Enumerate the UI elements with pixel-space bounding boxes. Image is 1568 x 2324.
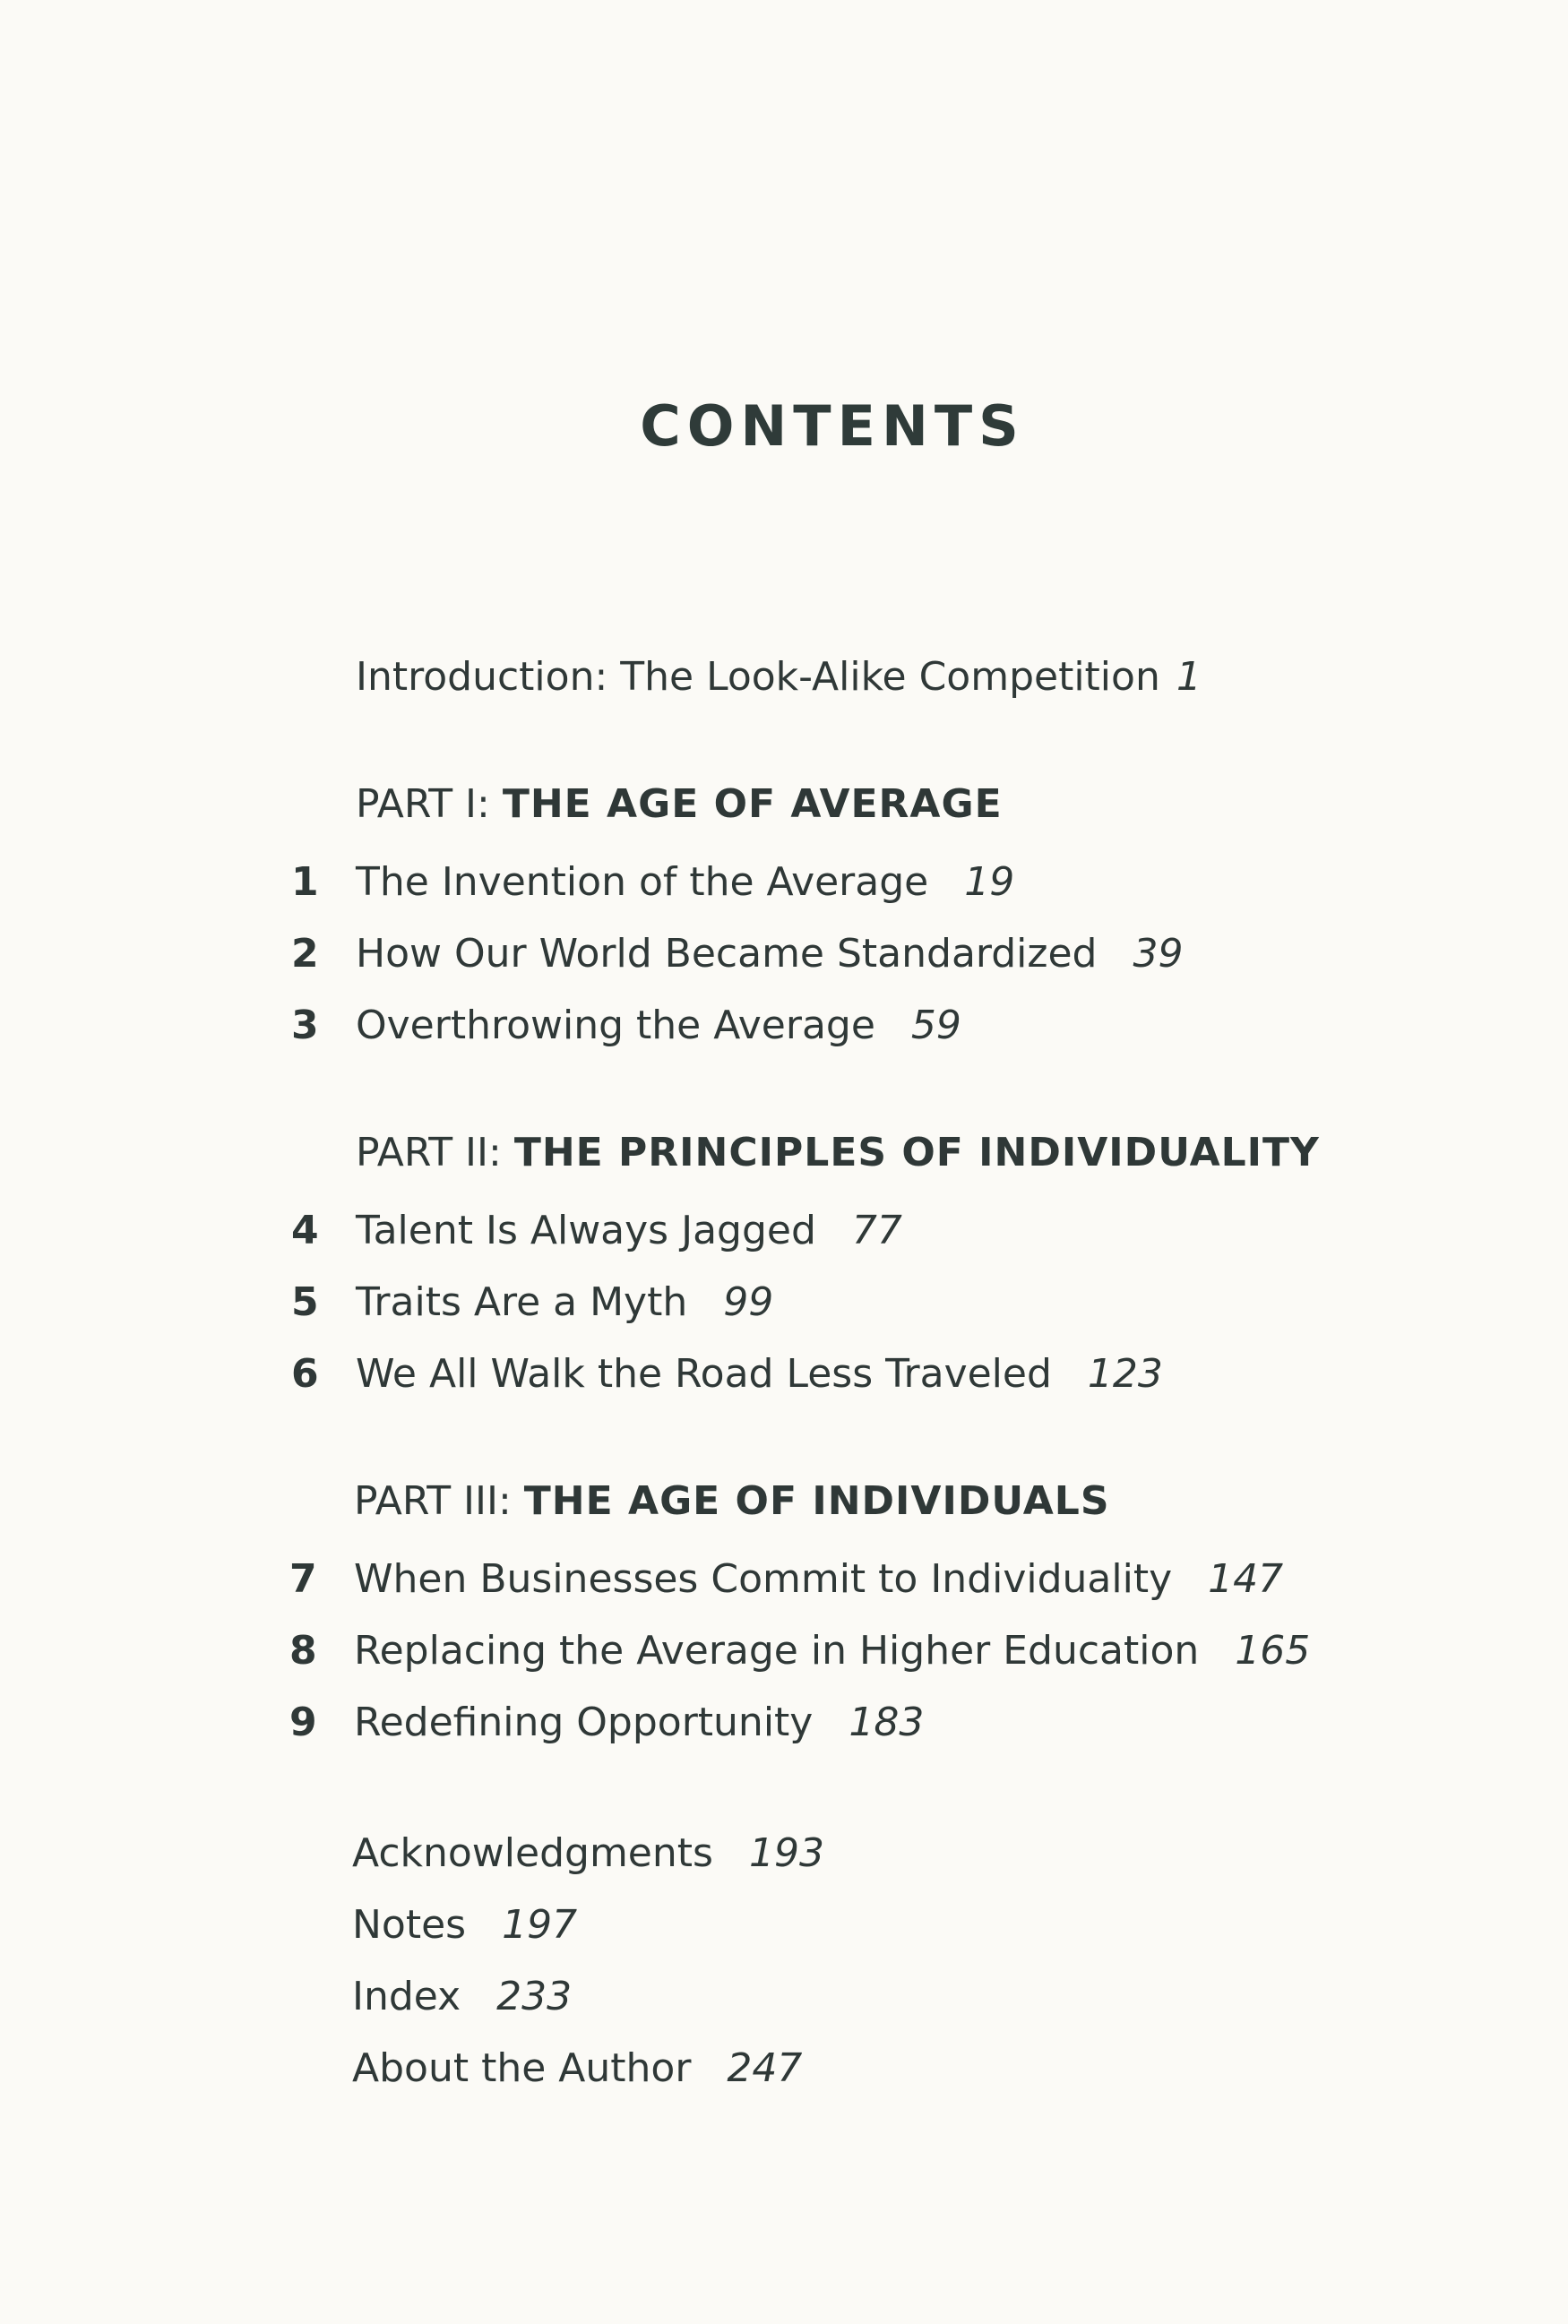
part-heading-2: [356, 1130, 1320, 1177]
chapter-number: 1: [291, 859, 319, 905]
page-title: CONTENTS: [640, 393, 1025, 459]
entry-page-number: 59: [910, 1003, 961, 1048]
toc-entry-chapter[interactable]: [291, 859, 1015, 907]
toc-entry-chapter[interactable]: [291, 1351, 1163, 1399]
toc-entry-chapter[interactable]: [291, 931, 1184, 978]
entry-page-number: 233: [496, 1974, 573, 2019]
entry-title: Introduction: The Look-Alike Competition: [356, 654, 1160, 700]
entry-page-number: 1: [1176, 654, 1202, 700]
entry-title: How Our World Became Standardized: [356, 931, 1098, 977]
toc-entry-acknowledgments[interactable]: [352, 1830, 824, 1878]
entry-title: The Invention of the Average: [356, 859, 929, 905]
chapter-number: 4: [291, 1208, 319, 1253]
toc-entry-chapter[interactable]: [289, 1628, 1311, 1675]
toc-entry-chapter[interactable]: [289, 1556, 1284, 1604]
toc-entry-introduction[interactable]: [356, 654, 1202, 702]
entry-title: Index: [352, 1974, 461, 2019]
toc-entry-chapter[interactable]: [291, 1279, 774, 1327]
chapter-number: 6: [291, 1351, 319, 1397]
entry-page-number: 39: [1133, 931, 1184, 977]
entry-title: We All Walk the Road Less Traveled: [356, 1351, 1052, 1397]
entry-title: Acknowledgments: [352, 1830, 713, 1876]
entry-page-number: 165: [1235, 1628, 1311, 1674]
toc-entry-chapter[interactable]: [289, 1700, 925, 1747]
entry-page-number: 99: [723, 1279, 774, 1325]
toc-entry-about-author[interactable]: [352, 2045, 802, 2093]
entry-title: Replacing the Average in Higher Education: [354, 1628, 1200, 1674]
entry-title: Traits Are a Myth: [356, 1279, 688, 1325]
entry-title: Notes: [352, 1902, 467, 1948]
part-heading-1: [356, 781, 1003, 829]
entry-page-number: 193: [748, 1830, 824, 1876]
entry-page-number: 197: [502, 1902, 578, 1948]
toc-entry-chapter[interactable]: [291, 1208, 902, 1255]
chapter-number: 8: [289, 1628, 317, 1674]
entry-title: About the Author: [352, 2045, 692, 2091]
entry-page-number: 183: [849, 1700, 925, 1745]
chapter-number: 9: [289, 1700, 317, 1745]
entry-page-number: 19: [964, 859, 1015, 905]
entry-title: When Businesses Commit to Individuality: [354, 1556, 1173, 1602]
chapter-number: 5: [291, 1279, 319, 1325]
entry-title: Overthrowing the Average: [356, 1003, 875, 1048]
entry-page-number: 147: [1208, 1556, 1284, 1602]
part-name: THE AGE OF AVERAGE: [502, 781, 1003, 827]
part-label: PART I:: [356, 781, 503, 827]
entry-title: Redefining Opportunity: [354, 1700, 814, 1745]
entry-page-number: 123: [1087, 1351, 1163, 1397]
entry-title: Talent Is Always Jagged: [356, 1208, 816, 1253]
part-label: PART II:: [356, 1130, 514, 1175]
part-label: PART III:: [354, 1478, 524, 1524]
part-name: THE PRINCIPLES OF INDIVIDUALITY: [513, 1130, 1320, 1175]
chapter-number: 3: [291, 1003, 319, 1048]
chapter-number: 7: [289, 1556, 317, 1602]
toc-entry-index[interactable]: [352, 1974, 572, 2021]
entry-page-number: 77: [851, 1208, 902, 1253]
toc-entry-notes[interactable]: [352, 1902, 577, 1950]
toc-entry-chapter[interactable]: [291, 1003, 961, 1050]
entry-page-number: 247: [727, 2045, 803, 2091]
part-heading-3: [354, 1478, 1110, 1526]
chapter-number: 2: [291, 931, 319, 977]
part-name: THE AGE OF INDIVIDUALS: [523, 1478, 1110, 1524]
